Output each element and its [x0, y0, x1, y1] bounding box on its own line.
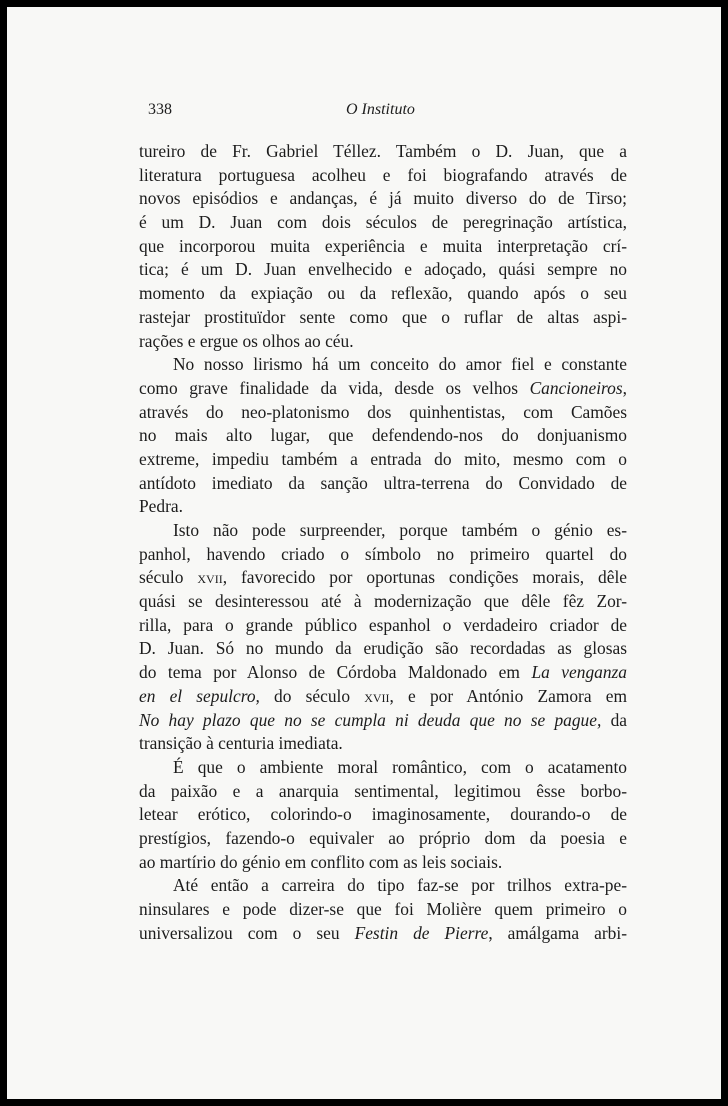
text-line — [139, 330, 627, 354]
text-run: da paixão e a anarquia sentimental, legitimou êsse borbo- — [139, 780, 627, 801]
text-run: ao martírio do génio em conflito com as leis sociais. — [139, 851, 503, 872]
page-number: 338 — [148, 101, 172, 118]
text-line — [139, 448, 627, 472]
italic-title: No hay plazo que no se cumpla ni deuda que no se pague, — [139, 709, 602, 730]
text-run: prestígios, fazendo-o equivaler ao próprio dom da poesia e — [139, 827, 627, 848]
text-line — [139, 495, 627, 519]
text-line — [139, 756, 627, 780]
text-line — [139, 803, 627, 827]
text-run: tureiro de Fr. Gabriel Téllez. Também o D. Juan, que a — [139, 141, 627, 161]
text-line — [139, 661, 627, 685]
text-run: panhol, havendo criado o símbolo no primeiro quartel do — [139, 543, 627, 564]
italic-title: La venganza — [531, 662, 627, 683]
text-run: No nosso lirismo há um conceito do amor fiel e constante — [173, 354, 627, 375]
text-run: do tema por Alonso de Córdoba Maldonado em — [139, 662, 532, 683]
text-line — [139, 543, 627, 567]
text-run: quási se desinteressou até à modernização que dêle fêz Zor- — [139, 591, 627, 612]
text-run: rastejar prostituïdor sente como que o ruflar de altas aspi- — [139, 306, 627, 327]
text-line — [139, 258, 627, 282]
text-run: através do neo-platonismo dos quinhentistas, com Camões — [139, 401, 627, 422]
text-run: Pedra. — [139, 496, 183, 517]
text-line — [139, 187, 627, 211]
text-line — [139, 282, 627, 306]
text-run: antídoto imediato da sanção ultra-terrena do Convidado de — [139, 472, 627, 493]
text-line — [139, 685, 627, 709]
text-run: novos episódios e andanças, é já muito diverso do de Tirso; — [139, 188, 627, 209]
text-line — [139, 922, 627, 946]
page-header — [148, 101, 633, 125]
text-run: ninsulares e pode dizer-se que foi Molière quem primeiro o — [139, 899, 627, 919]
text-line — [139, 851, 627, 875]
text-line — [139, 732, 627, 756]
text-run: literatura portuguesa acolheu e foi biografando através de — [139, 164, 627, 185]
text-run: como grave finalidade da vida, desde os velhos — [139, 377, 530, 398]
text-line — [139, 211, 627, 235]
text-run: letear erótico, colorindo-o imaginosamente, dourando-o de — [139, 804, 627, 825]
italic-title: en el sepulcro, — [139, 685, 260, 706]
text-line — [139, 590, 627, 614]
text-run: extreme, impediu também a entrada do mito, mesmo com o — [139, 448, 627, 469]
italic-title: Festin de Pierre — [354, 922, 489, 943]
italic-title: Cancioneiros — [529, 377, 623, 398]
text-line — [139, 709, 627, 733]
text-line — [139, 874, 627, 898]
text-line — [139, 566, 627, 590]
text-line — [139, 377, 627, 401]
text-line — [139, 306, 627, 330]
text-run: da — [601, 709, 627, 730]
running-title: O Instituto — [346, 101, 415, 118]
text-run: , e por António Zamora em — [389, 685, 627, 706]
text-run: tica; é um D. Juan envelhecido e adoçado, quási sempre no — [139, 259, 627, 280]
text-line — [139, 472, 627, 496]
text-run: , amálgama arbi- — [488, 922, 627, 943]
text-run: do século — [259, 685, 365, 706]
text-line — [139, 140, 627, 164]
text-line — [139, 424, 627, 448]
text-run: rilla, para o grande público espanhol o verdadeiro criador de — [139, 614, 627, 635]
text-line — [139, 827, 627, 851]
text-run: transição à centuria imediata. — [139, 733, 343, 754]
text-run: que incorporou muita experiência e muita interpretação crí- — [139, 235, 627, 256]
body-text — [139, 140, 627, 945]
text-line — [139, 637, 627, 661]
text-line — [139, 614, 627, 638]
text-run: D. Juan. Só no mundo da erudição são recordadas as glosas — [139, 638, 627, 659]
text-run: rações e ergue os olhos ao céu. — [139, 330, 354, 351]
roman-numeral: xvii — [364, 685, 390, 706]
text-run: século — [139, 567, 198, 588]
text-run: , favorecido por oportunas condições morais, dêle — [222, 567, 627, 588]
text-line — [139, 519, 627, 543]
text-run: é um D. Juan com dois séculos de peregrinação artística, — [139, 212, 627, 233]
text-line — [139, 353, 627, 377]
text-run: no mais alto lugar, que defendendo-nos do donjuanismo — [139, 425, 627, 446]
text-line — [139, 235, 627, 259]
text-line — [139, 780, 627, 804]
text-run: universalizou com o seu — [139, 922, 355, 943]
text-run: É que o ambiente moral romântico, com o acatamento — [173, 756, 627, 777]
text-line — [139, 898, 627, 922]
text-line — [139, 164, 627, 188]
text-run: momento da expiação ou da reflexão, quando após o seu — [139, 283, 627, 304]
text-run: , — [622, 377, 627, 398]
text-line — [139, 401, 627, 425]
text-run: Até então a carreira do tipo faz-se por trilhos extra-pe- — [173, 875, 627, 896]
text-run: Isto não pode surpreender, porque também o génio es- — [173, 520, 627, 540]
roman-numeral: xvii — [197, 567, 223, 588]
